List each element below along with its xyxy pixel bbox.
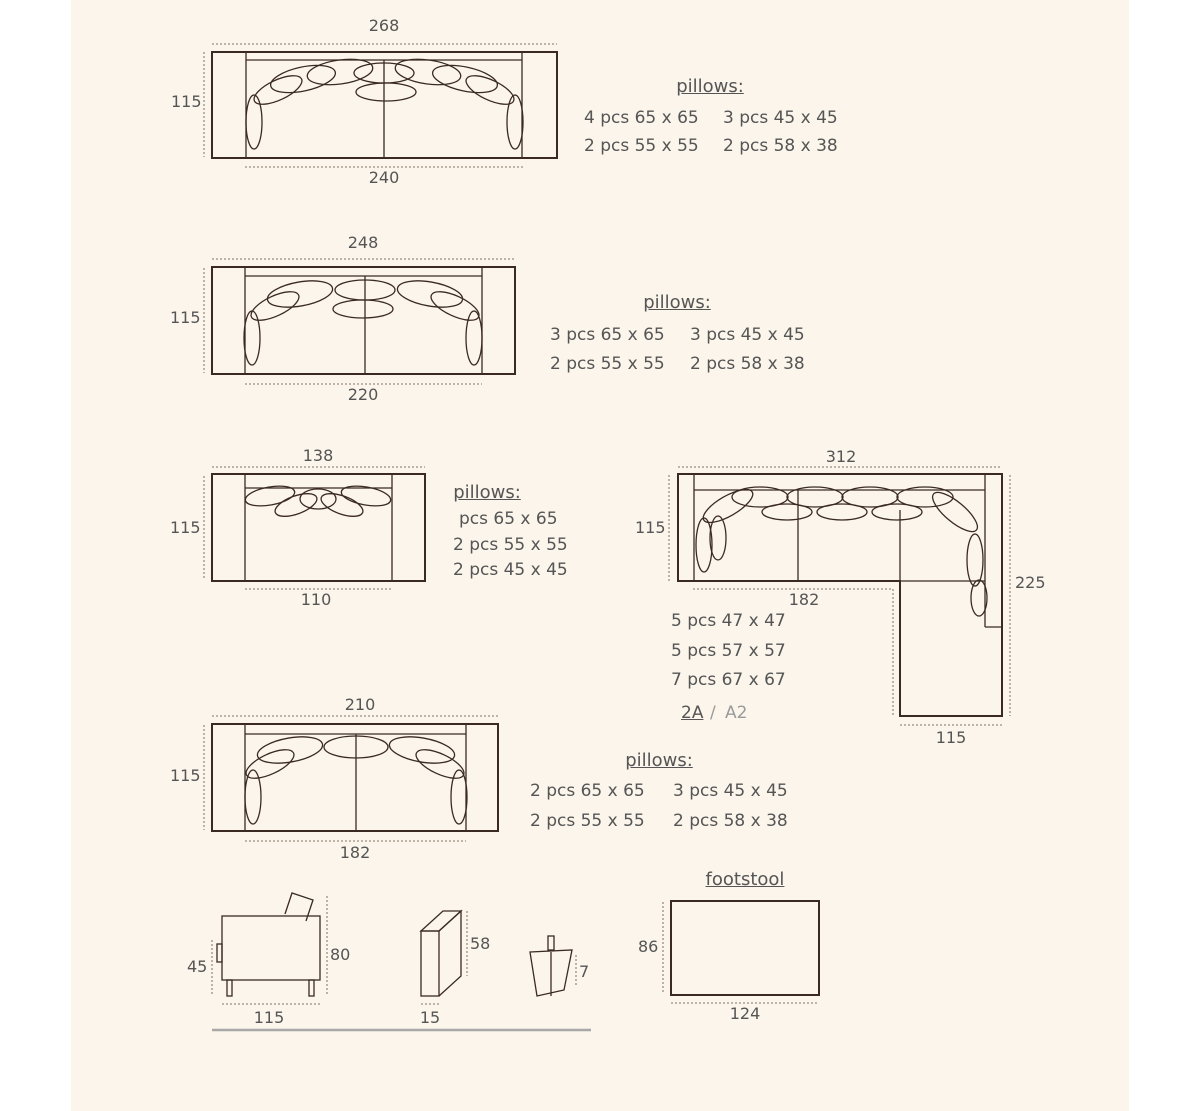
sofa-268-pillow-line: 2 pcs 58 x 38 (723, 136, 838, 156)
sofa-248-pillow-line: 2 pcs 58 x 38 (690, 354, 805, 374)
sofa-268-pillow-line: 4 pcs 65 x 65 (584, 108, 699, 128)
sofa-268-pillows-heading: pillows: (676, 76, 744, 97)
sofa-138-top-width: 138 (302, 446, 334, 465)
corner-sofa-pillow-line: 5 pcs 57 x 57 (671, 641, 786, 661)
corner-sofa-pillow-line: 5 pcs 47 x 47 (671, 611, 786, 631)
sofa-248-top-width: 248 (347, 233, 379, 252)
sofa-268-depth: 115 (171, 92, 202, 111)
sofa-138-depth: 115 (170, 518, 201, 537)
footstool-width: 124 (729, 1004, 761, 1023)
sofa-268-pillow-line: 2 pcs 55 x 55 (584, 136, 699, 156)
sofa-268-inner-width: 240 (368, 168, 400, 187)
sofa-138-pillow-line: pcs 65 x 65 (459, 509, 558, 529)
sofa-leg (530, 936, 576, 996)
leg-height: 7 (579, 962, 590, 981)
sofa-210-pillows-heading: pillows: (625, 750, 693, 771)
armrest-height: 58 (470, 934, 491, 953)
sofa-268-top-width: 268 (368, 16, 400, 35)
corner-sofa-side-length: 225 (1015, 573, 1046, 592)
sofa-248-pillows-heading: pillows: (643, 292, 711, 313)
footstool-heading: footstool (705, 869, 785, 890)
sofa-210-pillow-line: 3 pcs 45 x 45 (673, 781, 788, 801)
sofa-210-inner-width: 182 (339, 843, 371, 862)
sofa-138-plan (204, 467, 425, 589)
sofa-138-pillow-line: 2 pcs 45 x 45 (453, 560, 568, 580)
armrest-block (421, 911, 467, 1004)
sofa-248-plan (204, 259, 515, 384)
sofa-210-plan (204, 716, 498, 841)
variant-separator: / (710, 703, 716, 723)
sofa-210-pillow-line: 2 pcs 58 x 38 (673, 811, 788, 831)
sofa-248-depth: 115 (170, 308, 201, 327)
side-view-depth: 115 (253, 1008, 285, 1027)
variant-a2-link[interactable]: A2 (725, 703, 748, 723)
sofa-138-inner-width: 110 (300, 590, 332, 609)
sofa-248-inner-width: 220 (347, 385, 379, 404)
sofa-138-pillows-heading: pillows: (453, 482, 521, 503)
corner-sofa-pillow-line: 7 pcs 67 x 67 (671, 670, 786, 690)
armrest-width: 15 (419, 1008, 441, 1027)
corner-sofa-top-width: 312 (825, 447, 857, 466)
sofa-210-pillow-line: 2 pcs 55 x 55 (530, 811, 645, 831)
sofa-210-top-width: 210 (344, 695, 376, 714)
variant-2a-link[interactable]: 2A (681, 703, 704, 723)
sofa-248-pillow-line: 2 pcs 55 x 55 (550, 354, 665, 374)
sofa-268-pillow-line: 3 pcs 45 x 45 (723, 108, 838, 128)
side-view-total-height: 80 (330, 945, 351, 964)
footstool-height: 86 (638, 937, 659, 956)
sofa-268-plan (204, 44, 557, 167)
sofa-248-pillow-line: 3 pcs 65 x 65 (550, 325, 665, 345)
sofa-210-depth: 115 (170, 766, 201, 785)
sofa-138-pillow-line: 2 pcs 55 x 55 (453, 535, 568, 555)
corner-sofa-depth: 115 (635, 518, 666, 537)
sofa-210-pillow-line: 2 pcs 65 x 65 (530, 781, 645, 801)
side-view-seat-height: 45 (187, 957, 208, 976)
footstool-plan (663, 901, 819, 1003)
sofa-248-pillow-line: 3 pcs 45 x 45 (690, 325, 805, 345)
corner-sofa-inner-width: 182 (788, 590, 820, 609)
corner-sofa-chaise-width: 115 (935, 728, 967, 747)
